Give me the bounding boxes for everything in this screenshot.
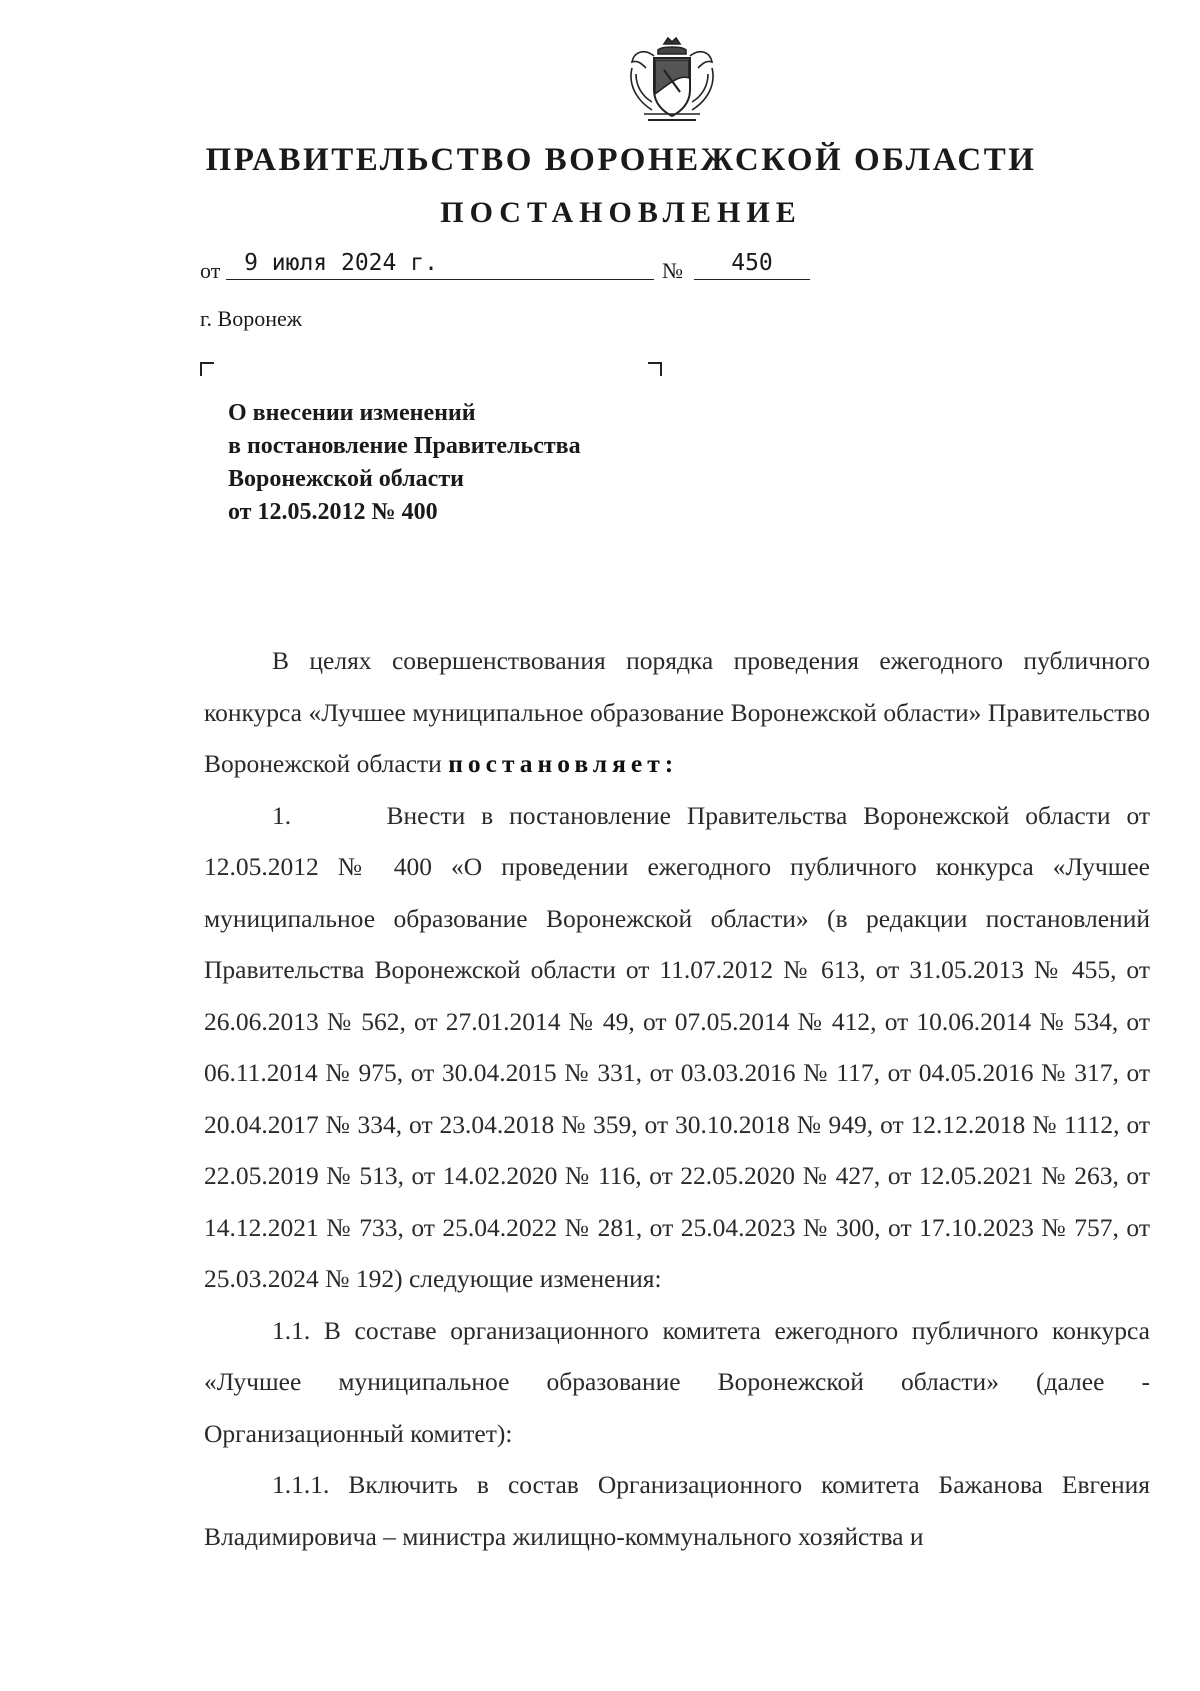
number-prefix: № <box>662 258 683 283</box>
document-subject <box>228 397 581 529</box>
subject-line: Воронежской области <box>228 466 464 492</box>
document-type: ПОСТАНОВЛЕНИЕ <box>440 196 802 229</box>
number-underline <box>694 279 810 280</box>
city: г. Воронеж <box>200 306 302 331</box>
paragraph-preamble <box>204 635 1150 790</box>
resolves-word: постановляет: <box>448 749 679 778</box>
coat-of-arms-icon <box>624 34 720 126</box>
bracket-corner-left <box>200 362 214 376</box>
paragraph-1: 1. Внести в постановление Правительства Воронежской области от 12.05.2012 № 400 «О проведении ежегодного публичного конкурса «Лучшее муниципальное образование Воронежской области» (в редакции постановлений Правительства Воронежской области от 11.07.2012 № 613, от 31.05.2013 № 455, от 26.06.2013 № 562, от 27.01.2014 № 49, от 07.05.2014 № 412, от 10.06.2014 № 534, от 06.11.2014 № 975, от 30.04.2015 № 331, от 03.03.2016 № 117, от 04.05.2016 № 317, от 20.04.2017 № 334, от 23.04.2018 № 359, от 30.10.2018 № 949, от 12.12.2018 № 1112, от 22.05.2019 № 513, от 14.02.2020 № 116, от 22.05.2020 № 427, от 12.05.2021 № 263, от 14.12.2021 № 733, от 25.04.2022 № 281, от 25.04.2023 № 300, от 17.10.2023 № 757, от 25.03.2024 № 192) следующие изменения: <box>204 800 1150 1293</box>
paragraph-1-1-1: 1.1.1. Включить в состав Организационного комитета Бажанова Евгения Владимировича – министра жилищно-коммунального хозяйства и <box>204 1470 1150 1551</box>
government-title: ПРАВИТЕЛЬСТВО ВОРОНЕЖСКОЙ ОБЛАСТИ <box>205 142 1037 178</box>
subject-line: от 12.05.2012 № 400 <box>228 499 438 525</box>
date-prefix: от <box>200 258 221 283</box>
preamble-text: В целях совершенствования порядка проведения ежегодного публичного конкурса «Лучшее муниципальное образование Воронежской области» Правительство Воронежской области <box>204 646 1150 778</box>
date-number-row <box>200 248 773 288</box>
document-body <box>204 635 1150 1562</box>
paragraph-1-1: 1.1. В составе организационного комитета ежегодного публичного конкурса «Лучшее муниципальное образование Воронежской области» (далее - Организационный комитет): <box>204 1315 1150 1448</box>
date-underline <box>226 279 654 280</box>
document-number: 450 <box>731 250 773 276</box>
document-date: 9 июля 2024 г. <box>244 250 438 276</box>
subject-line: в постановление Правительства <box>228 433 581 459</box>
bracket-corner-right <box>648 362 662 376</box>
subject-line: О внесении изменений <box>228 400 476 426</box>
